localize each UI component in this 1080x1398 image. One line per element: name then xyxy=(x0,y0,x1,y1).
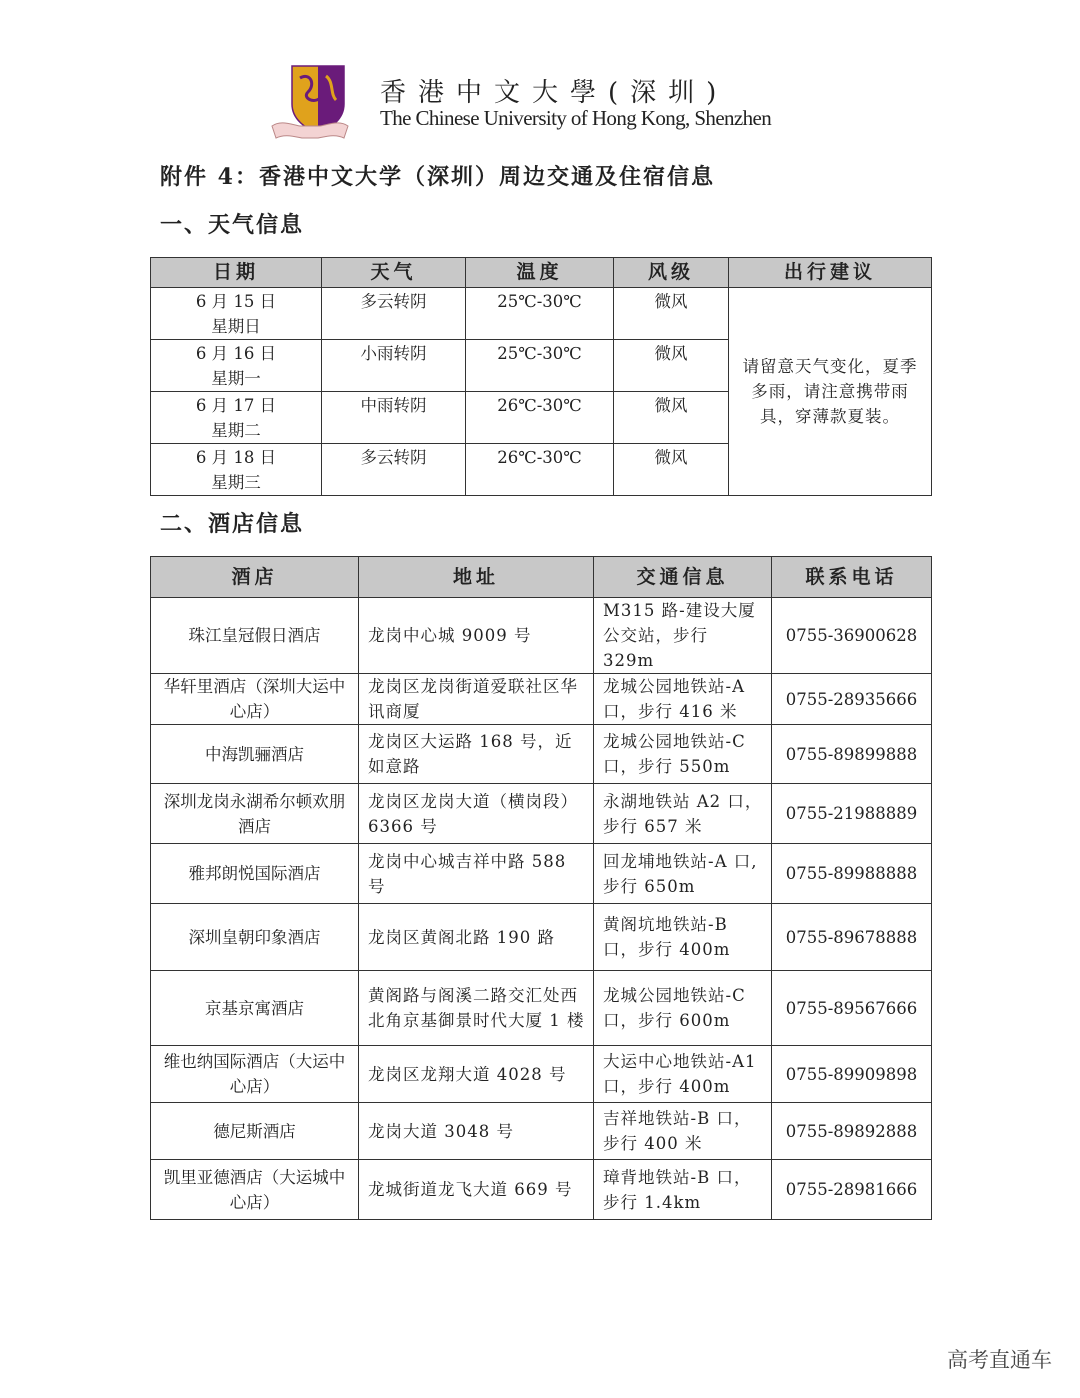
weather-cell: 小雨转阴 xyxy=(322,340,466,392)
university-name-english: The Chinese University of Hong Kong, Shenzhen xyxy=(380,106,772,130)
transit-cell: 回龙埔地铁站-A 口,步行 650m xyxy=(594,844,772,904)
phone-cell: 0755-89909898 xyxy=(772,1046,932,1103)
header-wind: 风级 xyxy=(614,258,729,288)
hotel-name-cell: 雅邦朗悦国际酒店 xyxy=(151,844,359,904)
weather-table xyxy=(150,257,932,496)
weather-section-title: 一、天气信息 xyxy=(160,212,305,238)
weekday: 星期二 xyxy=(211,421,261,440)
hotel-table xyxy=(150,556,932,1220)
table-row xyxy=(151,288,932,340)
phone-cell: 0755-89899888 xyxy=(772,725,932,784)
temperature-cell: 25℃-30℃ xyxy=(466,288,614,340)
document-title: 附件 4：香港中文大学（深圳）周边交通及住宿信息 xyxy=(160,164,715,190)
table-row xyxy=(151,1103,932,1160)
address-cell: 龙岗中心城吉祥中路 588 号 xyxy=(359,844,594,904)
transit-cell: 黄阁坑地铁站-B 口，步行 400m xyxy=(594,904,772,971)
hotel-name-cell: 中海凯骊酒店 xyxy=(151,725,359,784)
hotel-name-cell: 珠江皇冠假日酒店 xyxy=(151,598,359,674)
temperature-cell: 26℃-30℃ xyxy=(466,392,614,444)
weather-cell: 多云转阴 xyxy=(322,288,466,340)
address-cell: 龙城街道龙飞大道 669 号 xyxy=(359,1160,594,1220)
address-cell: 龙岗区黄阁北路 190 路 xyxy=(359,904,594,971)
date: 6 月 15 日 xyxy=(195,292,277,311)
table-header-row xyxy=(151,557,932,598)
weekday: 星期日 xyxy=(211,317,261,336)
table-row xyxy=(151,971,932,1046)
header-phone: 联系电话 xyxy=(772,557,932,598)
table-row xyxy=(151,674,932,725)
transit-cell: M315 路-建设大厦公交站，步行 329m xyxy=(594,598,772,674)
phone-cell: 0755-21988889 xyxy=(772,784,932,844)
weekday: 星期一 xyxy=(211,369,261,388)
table-header-row xyxy=(151,258,932,288)
university-name-chinese: 香港中文大學(深圳) xyxy=(380,78,729,108)
hotel-name-cell: 维也纳国际酒店（大运中心店） xyxy=(151,1046,359,1103)
wind-cell: 微风 xyxy=(614,392,729,444)
transit-cell: 龙城公园地铁站-A 口，步行 416 米 xyxy=(594,674,772,725)
phone-cell: 0755-89892888 xyxy=(772,1103,932,1160)
address-cell: 龙岗区大运路 168 号，近如意路 xyxy=(359,725,594,784)
weather-cell: 多云转阴 xyxy=(322,444,466,496)
address-cell: 龙岗区龙翔大道 4028 号 xyxy=(359,1046,594,1103)
transit-cell: 吉祥地铁站-B 口，步行 400 米 xyxy=(594,1103,772,1160)
address-cell: 龙岗大道 3048 号 xyxy=(359,1103,594,1160)
wind-cell: 微风 xyxy=(614,340,729,392)
hotel-name-cell: 华轩里酒店（深圳大运中心店） xyxy=(151,674,359,725)
table-row xyxy=(151,1046,932,1103)
hotel-name-cell: 凯里亚德酒店（大运城中心店） xyxy=(151,1160,359,1220)
header-weather: 天气 xyxy=(322,258,466,288)
watermark: 高考直通车 xyxy=(947,1348,1052,1372)
wind-cell: 微风 xyxy=(614,444,729,496)
phone-cell: 0755-36900628 xyxy=(772,598,932,674)
date: 6 月 18 日 xyxy=(195,448,277,467)
table-row xyxy=(151,1160,932,1220)
cuhk-sz-crest-logo xyxy=(270,64,350,142)
hotel-section-title: 二、酒店信息 xyxy=(160,511,305,537)
temperature-cell: 25℃-30℃ xyxy=(466,340,614,392)
travel-advice-cell: 请留意天气变化，夏季多雨，请注意携带雨具，穿薄款夏装。 xyxy=(729,288,932,496)
table-row xyxy=(151,904,932,971)
table-row xyxy=(151,598,932,674)
phone-cell: 0755-89567666 xyxy=(772,971,932,1046)
date-cell xyxy=(151,340,322,392)
weekday: 星期三 xyxy=(211,473,261,492)
header-advice: 出行建议 xyxy=(729,258,932,288)
date: 6 月 16 日 xyxy=(195,344,277,363)
hotel-name-cell: 深圳龙岗永湖希尔顿欢朋酒店 xyxy=(151,784,359,844)
header-hotel: 酒店 xyxy=(151,557,359,598)
header-date: 日期 xyxy=(151,258,322,288)
phone-cell: 0755-89678888 xyxy=(772,904,932,971)
address-cell: 龙岗区龙岗大道（横岗段）6366 号 xyxy=(359,784,594,844)
table-row xyxy=(151,844,932,904)
phone-cell: 0755-28981666 xyxy=(772,1160,932,1220)
hotel-name-cell: 深圳皇朝印象酒店 xyxy=(151,904,359,971)
temperature-cell: 26℃-30℃ xyxy=(466,444,614,496)
transit-cell: 龙城公园地铁站-C 口，步行 550m xyxy=(594,725,772,784)
address-cell: 龙岗中心城 9009 号 xyxy=(359,598,594,674)
transit-cell: 璋背地铁站-B 口，步行 1.4km xyxy=(594,1160,772,1220)
header-address: 地址 xyxy=(359,557,594,598)
weather-cell: 中雨转阴 xyxy=(322,392,466,444)
transit-cell: 永湖地铁站 A2 口，步行 657 米 xyxy=(594,784,772,844)
table-row xyxy=(151,725,932,784)
transit-cell: 龙城公园地铁站-C 口，步行 600m xyxy=(594,971,772,1046)
hotel-name-cell: 德尼斯酒店 xyxy=(151,1103,359,1160)
address-cell: 龙岗区龙岗街道爱联社区华讯商厦 xyxy=(359,674,594,725)
hotel-name-cell: 京基京寓酒店 xyxy=(151,971,359,1046)
header-transit: 交通信息 xyxy=(594,557,772,598)
table-row xyxy=(151,784,932,844)
date-cell xyxy=(151,288,322,340)
phone-cell: 0755-28935666 xyxy=(772,674,932,725)
date-cell xyxy=(151,392,322,444)
header-temperature: 温度 xyxy=(466,258,614,288)
address-cell: 黄阁路与阁溪二路交汇处西北角京基御景时代大厦 1 楼 xyxy=(359,971,594,1046)
date-cell xyxy=(151,444,322,496)
date: 6 月 17 日 xyxy=(195,396,277,415)
phone-cell: 0755-89988888 xyxy=(772,844,932,904)
transit-cell: 大运中心地铁站-A1 口，步行 400m xyxy=(594,1046,772,1103)
wind-cell: 微风 xyxy=(614,288,729,340)
